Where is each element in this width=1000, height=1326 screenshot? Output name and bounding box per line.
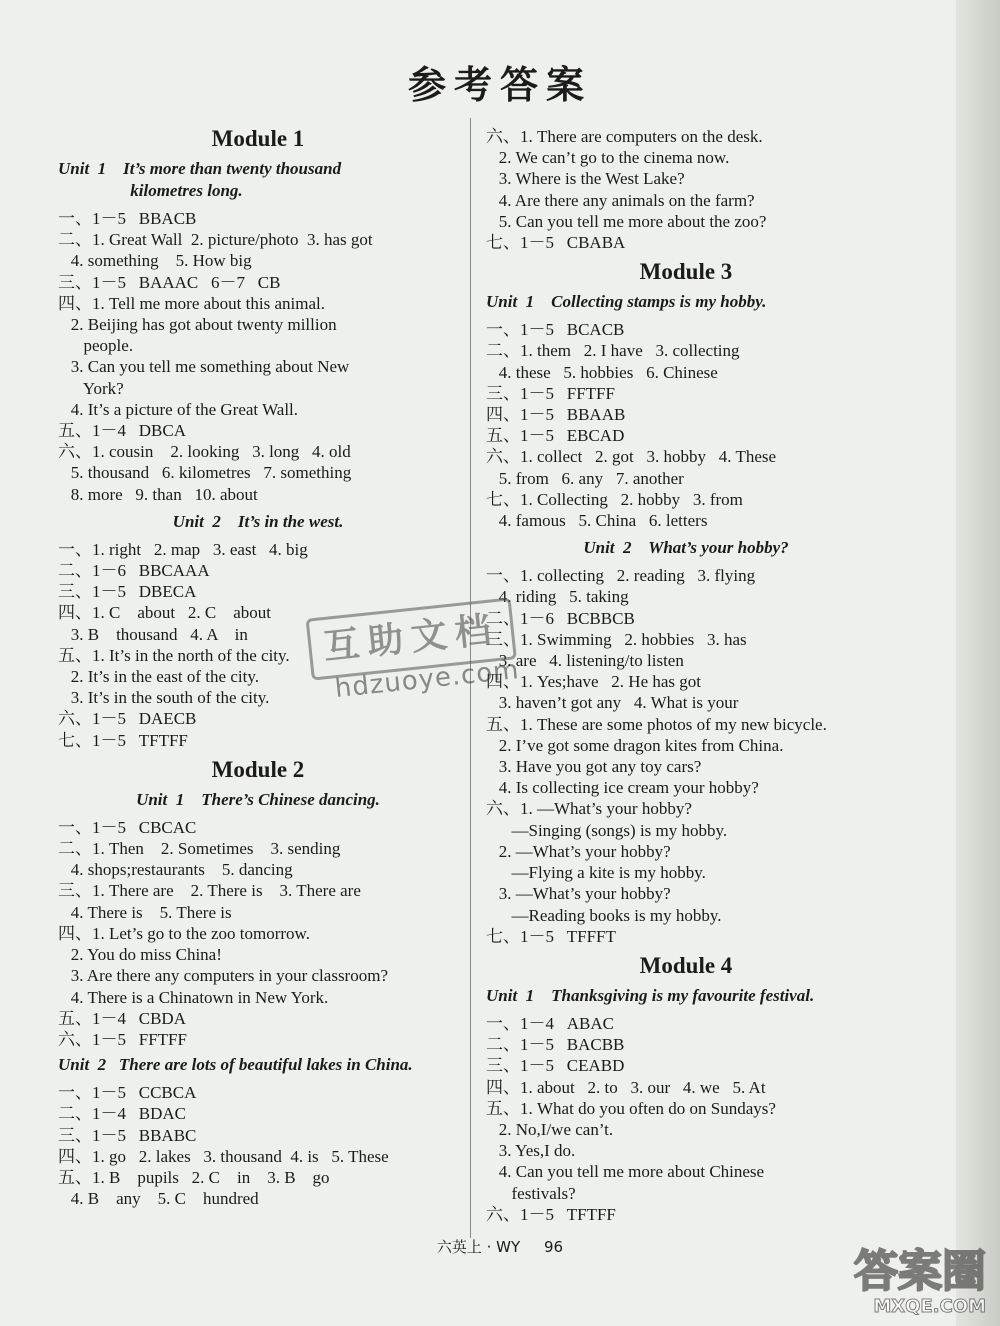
answer-line: 5. thousand 6. kilometres 7. something [58, 463, 352, 483]
answer-line: 四、1. about 2. to 3. our 4. we 5. At [486, 1077, 766, 1097]
answer-line: 六、1. cousin 2. looking 3. long 4. old [58, 442, 351, 462]
unit-heading: Unit 1 There’s Chinese dancing. [136, 789, 380, 809]
answer-line: 五、1. B pupils 2. C in 3. B go [58, 1167, 330, 1187]
answer-line: 一、1－5 CCBCA [58, 1083, 197, 1103]
answer-line: 3. B thousand 4. A in [58, 624, 248, 644]
answer-line: 二、1－6 BCBBCB [486, 608, 635, 628]
unit-heading: Unit 1 Collecting stamps is my hobby. [486, 292, 767, 312]
answer-line: 4. shops;restaurants 5. dancing [58, 860, 293, 880]
answer-line: 七、1－5 TFFFT [486, 926, 616, 946]
answer-line: 4. There is a Chinatown in New York. [58, 987, 329, 1007]
unit-heading: Unit 2 There are lots of beautiful lakes in China. [58, 1055, 413, 1075]
answer-line: 四、1. Let’s go to the zoo tomorrow. [58, 923, 310, 943]
answer-line: 三、1－5 CEABD [486, 1056, 625, 1076]
answer-line: 2. You do miss China! [58, 945, 222, 965]
answer-line: 3. Are there any computers in your classroom? [58, 966, 388, 986]
module-heading: Module 1 [211, 126, 305, 151]
page-edge-shadow [956, 0, 1000, 1326]
watermark-text: 互助文档 [306, 597, 517, 680]
answer-line: 4. There is 5. There is [58, 902, 232, 922]
answer-line: 五、1－4 CBDA [58, 1008, 186, 1028]
answer-line: York? [58, 378, 124, 398]
answer-line: 4. It’s a picture of the Great Wall. [58, 399, 299, 419]
answer-line: 4. riding 5. taking [486, 587, 629, 607]
answer-line: 六、1. collect 2. got 3. hobby 4. These [486, 447, 777, 467]
answer-line: 3. are 4. listening/to listen [486, 651, 684, 671]
answer-line: 七、1－5 CBABA [486, 233, 626, 253]
unit-heading: Unit 1 It’s more than twenty thousand [58, 159, 342, 178]
answer-column-right [486, 126, 886, 1225]
module-heading: Module 4 [639, 952, 733, 978]
answer-line: 4. B any 5. C hundred [58, 1189, 259, 1209]
page-footer: 六英上 · WY 96 [436, 1238, 564, 1256]
answer-line: 2. No,I/we can’t. [486, 1119, 614, 1139]
answer-line: 五、1. It’s in the north of the city. [58, 645, 290, 665]
answer-line: 2. Beijing has got about twenty million [58, 315, 337, 335]
answer-line: 七、1. Collecting 2. hobby 3. from [486, 489, 743, 509]
answer-line: 4. Can you tell me more about Chinese [486, 1162, 765, 1182]
answer-line: 8. more 9. than 10. about [58, 484, 258, 504]
unit-heading: Unit 1 Thanksgiving is my favourite festival. [486, 985, 815, 1005]
answer-line: 5. Can you tell me more about the zoo? [486, 211, 767, 231]
answer-line: 六、1. —What’s your hobby? [486, 799, 692, 819]
answer-line: —Singing (songs) is my hobby. [486, 820, 728, 840]
answer-line: 四、1－5 BBAAB [486, 405, 626, 425]
answer-line: 三、1. There are 2. There is 3. There are [58, 881, 361, 901]
answer-line: 四、1. Yes;have 2. He has got [486, 672, 702, 692]
answer-line: 一、1－5 BCACB [486, 320, 625, 340]
watermark-url: hdzuoye.com [333, 654, 521, 705]
answer-line: 四、1. Tell me more about this animal. [58, 293, 325, 313]
answer-line: 七、1－5 TFTFF [58, 730, 188, 750]
corner-logo [836, 1248, 986, 1318]
answer-line: 二、1. Then 2. Sometimes 3. sending [58, 839, 341, 859]
answer-line: 4. Is collecting ice cream your hobby? [486, 778, 759, 798]
unit-heading: Unit 2 It’s in the west. [172, 511, 344, 531]
answer-line: people. [58, 336, 134, 356]
answer-line: —Reading books is my hobby. [486, 905, 722, 925]
answer-line: 三、1－5 BAAAC 6－7 CB [58, 272, 281, 292]
answer-line: 六、1－5 TFTFF [486, 1204, 616, 1224]
answer-line: 2. I’ve got some dragon kites from China. [486, 735, 784, 755]
answer-line: —Flying a kite is my hobby. [486, 863, 706, 883]
answer-line: 五、1. These are some photos of my new bicycle. [486, 714, 827, 734]
answer-line: 4. these 5. hobbies 6. Chinese [486, 362, 718, 382]
answer-line: 三、1－5 DBECA [58, 582, 197, 602]
answer-line: 一、1. collecting 2. reading 3. flying [486, 566, 756, 586]
answer-line: 2. —What’s your hobby? [486, 841, 671, 861]
answer-line: 三、1. Swimming 2. hobbies 3. has [486, 629, 747, 649]
answer-line: 三、1－5 FFTFF [486, 383, 615, 403]
answer-line: 4. famous 5. China 6. letters [486, 511, 708, 531]
module-heading: Module 3 [639, 259, 733, 285]
answer-line: 5. from 6. any 7. another [486, 468, 684, 488]
corner-logo-url: MXQE.COM [873, 1296, 986, 1317]
answer-line: 二、1－4 BDAC [58, 1104, 186, 1124]
answer-line: 四、1. C about 2. C about [58, 603, 271, 623]
answer-line: 3. Can you tell me something about New [58, 357, 350, 377]
answer-line: festivals? [486, 1183, 576, 1203]
answer-line: 六、1. There are computers on the desk. [486, 127, 763, 146]
answer-line: 五、1－5 EBCAD [486, 426, 625, 446]
answer-line: 五、1－4 DBCA [58, 421, 186, 441]
watermark-stamp [290, 584, 533, 728]
unit-heading: kilometres long. [58, 181, 243, 200]
answer-line: 3. Where is the West Lake? [486, 169, 685, 189]
answer-line: 二、1. them 2. I have 3. collecting [486, 341, 740, 361]
answer-line: 4. Are there any animals on the farm? [486, 190, 755, 210]
answer-line: 4. something 5. How big [58, 251, 252, 271]
answer-line: 六、1－5 FFTFF [58, 1029, 187, 1049]
answer-line: 三、1－5 BBABC [58, 1125, 197, 1145]
answer-line: 五、1. What do you often do on Sundays? [486, 1098, 776, 1118]
answer-line: 四、1. go 2. lakes 3. thousand 4. is 5. These [58, 1146, 389, 1166]
answer-line: 二、1. Great Wall 2. picture/photo 3. has got [58, 230, 373, 250]
answer-line: 2. We can’t go to the cinema now. [486, 148, 730, 168]
corner-logo-text: 答案圈 [854, 1246, 986, 1297]
answer-line: 3. Yes,I do. [486, 1141, 576, 1161]
answer-line: 二、1－6 BBCAAA [58, 561, 210, 581]
answer-line: 一、1. right 2. map 3. east 4. big [58, 539, 308, 559]
answer-line: 一、1－4 ABAC [486, 1013, 614, 1033]
answer-line: 3. It’s in the south of the city. [58, 688, 270, 708]
answer-line: 一、1－5 CBCAC [58, 817, 197, 837]
answer-line: 二、1－5 BACBB [486, 1035, 625, 1055]
page-title: 参考答案 [407, 63, 592, 107]
answer-line: 3. haven’t got any 4. What is your [486, 693, 739, 713]
module-heading: Module 2 [211, 756, 305, 782]
answer-line: 2. It’s in the east of the city. [58, 667, 259, 687]
answer-line: 3. Have you got any toy cars? [486, 757, 702, 777]
unit-heading: Unit 2 What’s your hobby? [583, 538, 789, 558]
answer-line: 3. —What’s your hobby? [486, 884, 671, 904]
answer-line: 一、1－5 BBACB [58, 209, 197, 228]
answer-line: 六、1－5 DAECB [58, 709, 197, 729]
